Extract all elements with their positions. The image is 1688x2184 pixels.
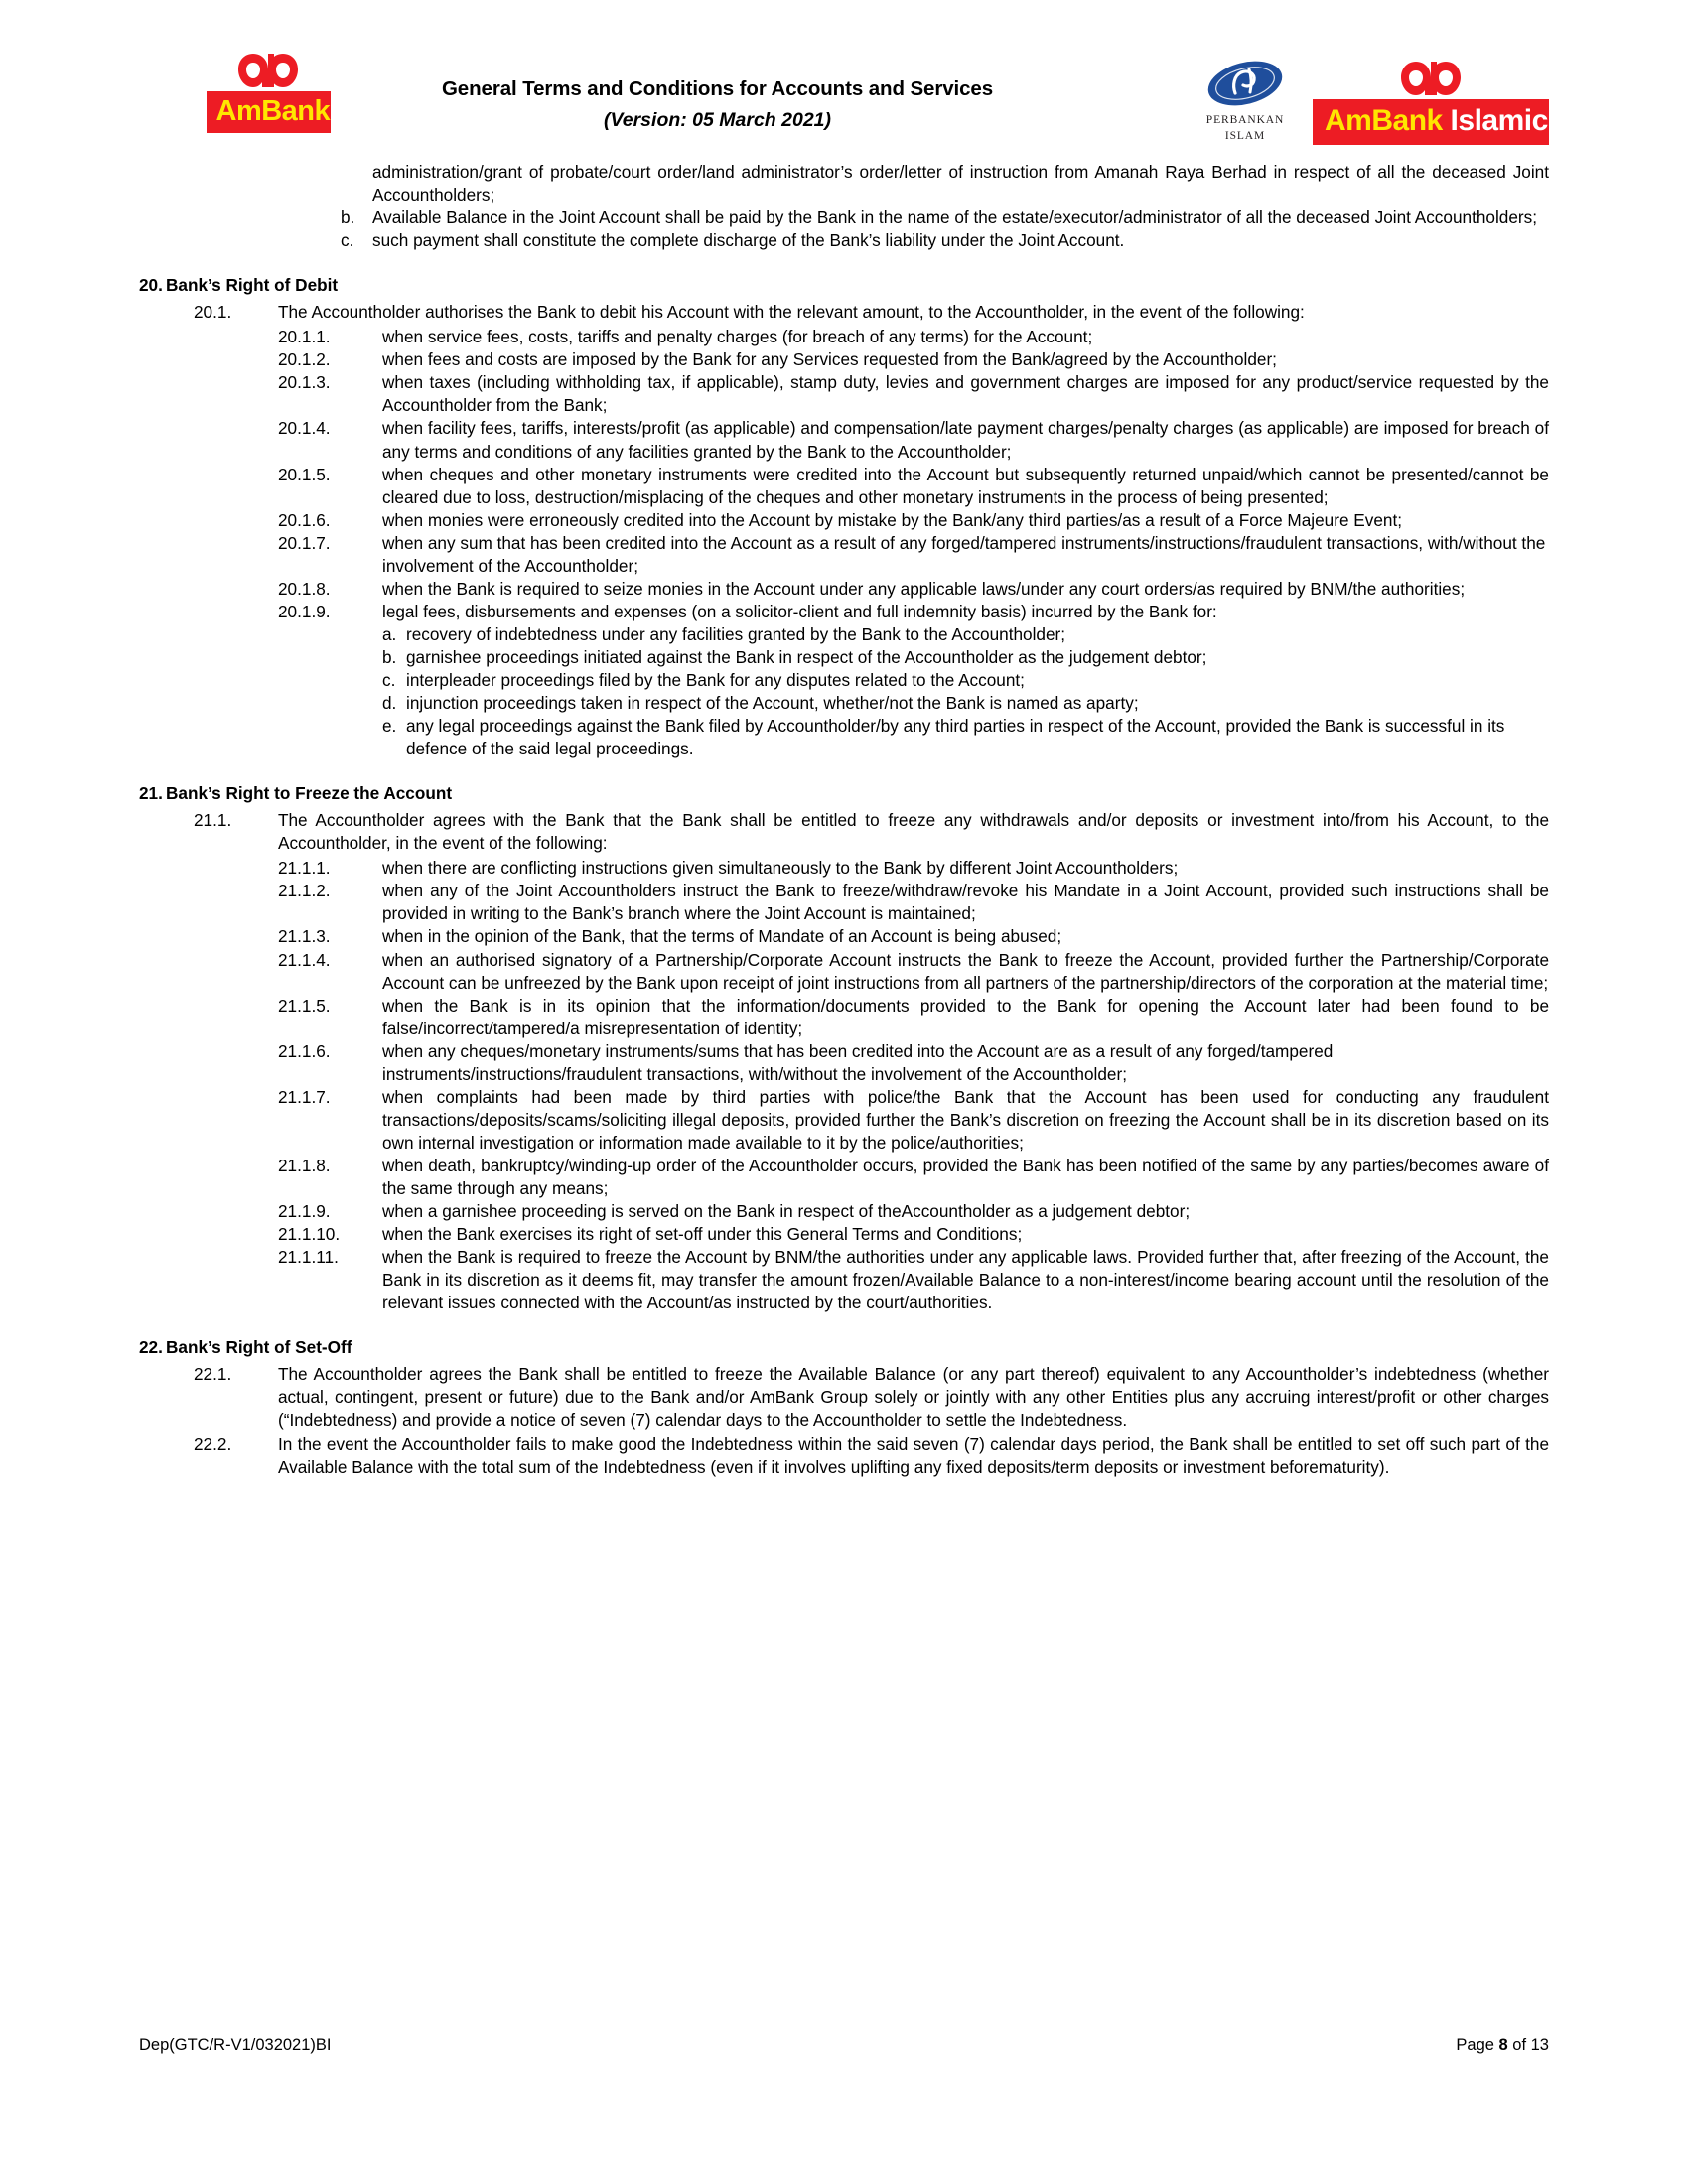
clause-marker: 21.1.5. bbox=[278, 995, 331, 1016]
clause-20-1-4 bbox=[139, 417, 1549, 463]
clause-marker: 21.1.3. bbox=[278, 926, 331, 947]
clause-21-1-10 bbox=[139, 1223, 1549, 1246]
clause-marker: 20.1.5. bbox=[278, 464, 331, 484]
list-text: Available Balance in the Joint Account shall be paid by the Bank in the name of the estate/executor/administrator of all the deceased Joint Accountholders; bbox=[372, 207, 1537, 228]
clause-text: when the Bank exercises its right of set-off under this General Terms and Conditions; bbox=[382, 1224, 1023, 1245]
perbankan-label-line1: PERBANKAN bbox=[1205, 114, 1285, 127]
document-body bbox=[139, 161, 1549, 1480]
clause-text: The Accountholder agrees the Bank shall be entitled to freeze the Available Balance (or any part thereof) equivalent to any Accountholder’s indebtedness (whether actual, contingent, present or future) due to the Bank and/or AmBank Group solely or jointly with any other Entities plus any accruing interest/profit or other charges (“Indebtedness) and provide a notice of seven (7) calendar days to the Accountholder to settle the Indebtedness. bbox=[278, 1364, 1549, 1431]
clause-text: when taxes (including withholding tax, if applicable), stamp duty, levies and government charges are imposed for any product/service requested by the Accountholder from the Bank; bbox=[382, 372, 1549, 416]
footer-page-suffix: of 13 bbox=[1507, 2036, 1549, 2054]
clause-text: when any of the Joint Accountholders instruct the Bank to freeze/withdraw/revoke his Mandate in a Joint Account, provided such instructions shall be provided in writing to the Bank’s branch where the Joint Account is maintained; bbox=[382, 881, 1549, 924]
sub-clause-b bbox=[139, 646, 1549, 669]
clause-text: when fees and costs are imposed by the Bank for any Services requested from the Bank/agreed by the Accountholder; bbox=[382, 349, 1277, 370]
sub-clause-c bbox=[139, 669, 1549, 692]
clause-marker: 21.1. bbox=[194, 810, 232, 831]
clause-text: when complaints had been made by third parties with police/the Bank that the Account has been used for conducting any fraudulent transactions/deposits/scams/soliciting illegal deposits, provided further the Bank’s discretion on freezing the Account shall be in its discretion based on its own internal investigation or information made available to it by the police/authorities; bbox=[382, 1086, 1549, 1153]
clause-21-1-11 bbox=[139, 1246, 1549, 1314]
clause-20-1-9 bbox=[139, 601, 1549, 623]
footer-page-prefix: Page bbox=[1456, 2036, 1499, 2054]
sub-clause-text: recovery of indebtedness under any facilities granted by the Bank to the Accountholder; bbox=[406, 623, 1066, 644]
clause-20-1-1 bbox=[139, 326, 1549, 348]
clause-marker: 22.1. bbox=[194, 1364, 232, 1385]
clause-20-1-7 bbox=[139, 532, 1549, 578]
clause-20-1-2 bbox=[139, 348, 1549, 371]
clause-text: when service fees, costs, tariffs and penalty charges (for breach of any terms) for the Account; bbox=[382, 327, 1093, 347]
clause-21-1-1 bbox=[139, 857, 1549, 880]
clause-21-1-4 bbox=[139, 949, 1549, 995]
clause-text: when cheques and other monetary instruments were credited into the Account but subsequently returned unpaid/which cannot be presented/cannot be cleared due to loss, destruction/misplacing of the cheques and other monetary instruments in the process of being presented; bbox=[382, 464, 1549, 507]
clause-22-2 bbox=[139, 1433, 1549, 1479]
sub-clause-marker: d. bbox=[382, 693, 397, 714]
clause-text: when an authorised signatory of a Partnership/Corporate Account instructs the Bank to freeze the Account, provided further the Partnership/Corporate Account can be unfreezed by the Bank upon receipt of joint instructions from all partners of the partnership/directors of the corporation at the material time; bbox=[382, 949, 1549, 993]
clause-text: when death, bankruptcy/winding-up order of the Accountholder occurs, provided the Bank has been notified of the same by any parties/becomes aware of the same through any means; bbox=[382, 1155, 1549, 1198]
clause-text: when in the opinion of the Bank, that the terms of Mandate of an Account is being abused; bbox=[382, 926, 1062, 947]
clause-text: legal fees, disbursements and expenses (on a solicitor-client and full indemnity basis) incurred by the Bank for: bbox=[382, 601, 1217, 621]
clause-marker: 20.1.2. bbox=[278, 349, 331, 370]
clause-21-1-9 bbox=[139, 1200, 1549, 1223]
clause-text: when monies were erroneously credited into the Account by mistake by the Bank/any third parties/as a result of a Force Majeure Event; bbox=[382, 509, 1403, 530]
clause-20-1-5 bbox=[139, 464, 1549, 509]
clause-21-1-5 bbox=[139, 995, 1549, 1040]
sub-clause-text: injunction proceedings taken in respect of the Account, whether/not the Bank is named as aparty; bbox=[406, 693, 1139, 714]
clause-text: when facility fees, tariffs, interests/profit (as applicable) and compensation/late payment charges/penalty charges (as applicable) are imposed for breach of any terms and conditions of any facilities granted by the Bank to the Accountholder; bbox=[382, 418, 1549, 462]
footer-document-code: Dep(GTC/R-V1/032021)BI bbox=[139, 2036, 332, 2054]
clause-marker: 21.1.9. bbox=[278, 1201, 331, 1222]
page-footer bbox=[139, 2036, 1549, 2055]
clause-marker: 20.1.7. bbox=[278, 532, 331, 553]
sub-clause-d bbox=[139, 692, 1549, 715]
sub-clause-marker: a. bbox=[382, 623, 397, 644]
footer-page-number: 8 bbox=[1498, 2036, 1508, 2054]
section-heading-21 bbox=[139, 782, 1549, 805]
sub-clause-text: interpleader proceedings filed by the Bank for any disputes related to the Account; bbox=[406, 669, 1025, 690]
section-number: 22. bbox=[139, 1337, 163, 1358]
ambank-islamic-wordmark-part2: Islamic bbox=[1450, 104, 1548, 137]
sub-clause-text: any legal proceedings against the Bank filed by Accountholder/by any third parties in respect of the Account, provided the Bank is successful in its defence of the said legal proceedings. bbox=[406, 716, 1505, 759]
clause-marker: 20.1.3. bbox=[278, 372, 331, 393]
clause-text: when a garnishee proceeding is served on the Bank in respect of theAccountholder as a judgement debtor; bbox=[382, 1201, 1191, 1222]
clause-text: when there are conflicting instructions given simultaneously to the Bank by different Joint Accountholders; bbox=[382, 858, 1179, 879]
clause-20-1-6 bbox=[139, 509, 1549, 532]
ambank-islamic-wordmark-part1: AmBank bbox=[1325, 104, 1443, 137]
clause-21-1-3 bbox=[139, 925, 1549, 948]
clause-21-1-2 bbox=[139, 880, 1549, 925]
right-logo-group bbox=[1192, 60, 1549, 145]
section-number: 20. bbox=[139, 275, 163, 296]
section-heading-22 bbox=[139, 1336, 1549, 1359]
continuation-paragraph: administration/grant of probate/court order/land administrator’s order/letter of instruction from Amanah Raya Berhad in respect of all the deceased Joint Accountholders; bbox=[372, 162, 1549, 205]
list-marker: b. bbox=[341, 207, 355, 228]
section-title: Bank’s Right of Set-Off bbox=[166, 1337, 352, 1358]
clause-text: when any sum that has been credited into the Account as a result of any forged/tampered instruments/instructions/fraudulent transactions, with/without the involvement of the Accountholder; bbox=[382, 532, 1546, 576]
clause-text: when the Bank is required to seize monies in the Account under any applicable laws/under any court orders/as required by BNM/the authorities; bbox=[382, 578, 1466, 599]
clause-20-1 bbox=[139, 301, 1549, 324]
clause-marker: 20.1.1. bbox=[278, 327, 331, 347]
footer-page-indicator bbox=[1456, 2036, 1549, 2055]
document-version: (Version: 05 March 2021) bbox=[603, 108, 832, 131]
list-item bbox=[139, 206, 1549, 229]
page-header bbox=[139, 50, 1549, 159]
clause-text: In the event the Accountholder fails to make good the Indebtedness within the said seven (7) calendar days period, the Bank shall be entitled to set off such part of the Available Balance with the total sum of the Indebtedness (even if it involves uplifting any fixed deposits/term deposits or investment beforematurity). bbox=[278, 1434, 1549, 1478]
sub-clause-text: garnishee proceedings initiated against the Bank in respect of the Accountholder as the judgement debtor; bbox=[406, 646, 1207, 667]
list-marker: c. bbox=[341, 230, 354, 251]
ambank-wordmark: AmBank bbox=[207, 91, 331, 133]
clause-text: The Accountholder agrees with the Bank that the Bank shall be entitled to freeze any withdrawals and/or deposits or investment into/from his Account, to the Accountholder, in the event of the following: bbox=[278, 810, 1549, 854]
section-title: Bank’s Right of Debit bbox=[166, 275, 339, 296]
clause-20-1-8 bbox=[139, 578, 1549, 601]
clause-text: The Accountholder authorises the Bank to debit his Account with the relevant amount, to the Accountholder, in the event of the following: bbox=[278, 302, 1305, 323]
document-title: General Terms and Conditions for Accounts and Services bbox=[441, 77, 994, 100]
list-item bbox=[139, 229, 1549, 252]
ambank-islamic-wordmark bbox=[1313, 99, 1549, 145]
clause-21-1 bbox=[139, 809, 1549, 855]
list-text: such payment shall constitute the complete discharge of the Bank’s liability under the Joint Account. bbox=[372, 230, 1125, 251]
clause-marker: 21.1.4. bbox=[278, 949, 331, 970]
perbankan-islam-logo bbox=[1192, 60, 1299, 145]
clause-22-1 bbox=[139, 1363, 1549, 1432]
section-title: Bank’s Right to Freeze the Account bbox=[166, 783, 453, 804]
clause-marker: 21.1.8. bbox=[278, 1155, 331, 1175]
clause-20-1-3 bbox=[139, 371, 1549, 417]
sub-clause-marker: c. bbox=[382, 669, 396, 690]
clause-marker: 20.1.4. bbox=[278, 418, 331, 439]
clause-marker: 21.1.11. bbox=[278, 1247, 339, 1268]
clause-marker: 20.1.6. bbox=[278, 509, 331, 530]
clause-marker: 21.1.10. bbox=[278, 1224, 341, 1245]
clause-marker: 22.2. bbox=[194, 1434, 232, 1455]
clause-marker: 20.1.9. bbox=[278, 601, 331, 621]
sub-clause-e bbox=[139, 715, 1549, 760]
clause-text: when any cheques/monetary instruments/sums that has been credited into the Account are as a result of any forged/tampered instruments/instructions/fraudulent transactions, with/without the involvement of the Accountholder; bbox=[382, 1040, 1334, 1084]
section-number: 21. bbox=[139, 783, 163, 804]
clause-marker: 21.1.2. bbox=[278, 881, 331, 901]
clause-marker: 20.1.8. bbox=[278, 578, 331, 599]
clause-marker: 21.1.1. bbox=[278, 858, 331, 879]
clause-marker: 21.1.6. bbox=[278, 1040, 331, 1061]
section-heading-20 bbox=[139, 274, 1549, 297]
sub-clause-a bbox=[139, 623, 1549, 646]
perbankan-islam-oval-emblem bbox=[1205, 60, 1285, 107]
header-title-block bbox=[303, 75, 1132, 134]
ambank-islamic-logo bbox=[1313, 60, 1549, 145]
clause-text: when the Bank is required to freeze the Account by BNM/the authorities under any applicable laws. Provided further that, after freezing of the Account, the Bank in its discretion as it deems fit, may transfer the amount frozen/Available Balance to a non-interest/income bearing account until the resolution of the relevant issues connected with the Account/as instructed by the court/authorities. bbox=[382, 1247, 1549, 1313]
clause-21-1-7 bbox=[139, 1086, 1549, 1155]
sub-clause-marker: b. bbox=[382, 646, 397, 667]
perbankan-label-line2: ISLAM bbox=[1224, 129, 1266, 142]
ambank-double-a-symbol bbox=[1400, 60, 1462, 97]
ambank-double-a-symbol bbox=[237, 52, 299, 89]
clause-marker: 21.1.7. bbox=[278, 1086, 331, 1107]
clause-text: when the Bank is in its opinion that the information/documents provided to the Bank for opening the Account later had been found to be false/incorrect/tampered/a misrepresentation of identity; bbox=[382, 995, 1549, 1038]
sub-clause-marker: e. bbox=[382, 716, 397, 737]
clause-21-1-8 bbox=[139, 1155, 1549, 1200]
clause-21-1-6 bbox=[139, 1040, 1549, 1086]
clause-marker: 20.1. bbox=[194, 302, 232, 323]
